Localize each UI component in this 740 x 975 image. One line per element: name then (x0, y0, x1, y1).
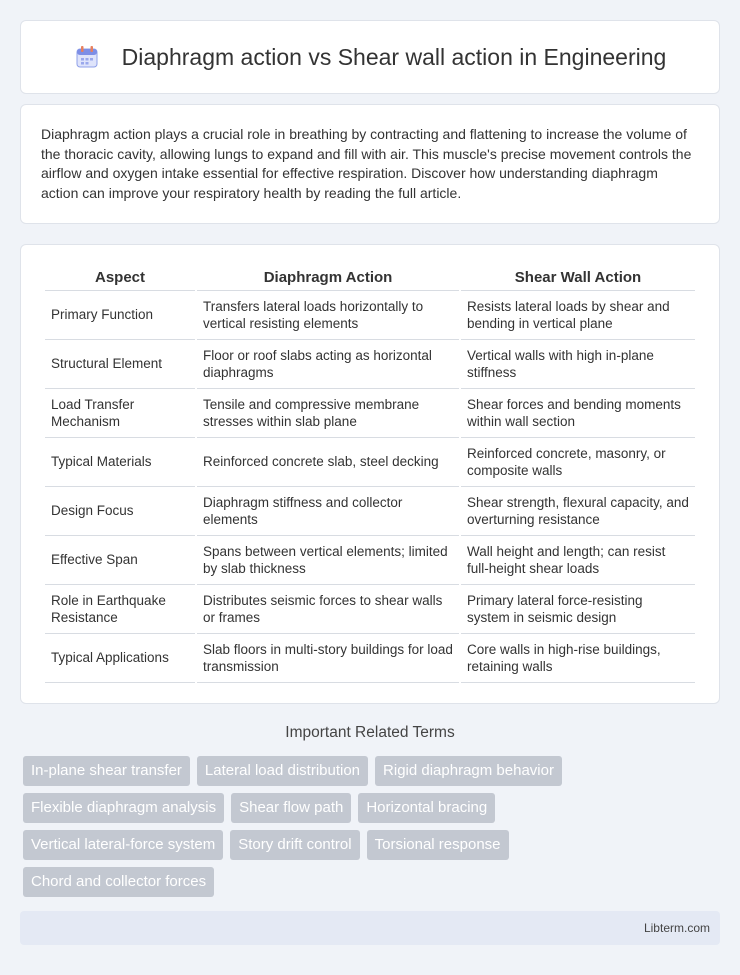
tag-row (23, 793, 723, 823)
cell-aspect: Design Focus (45, 487, 195, 536)
tag-in-plane-shear-transfer[interactable]: In-plane shear transfer (23, 756, 190, 786)
tag-horizontal-bracing[interactable]: Horizontal bracing (358, 793, 495, 823)
page-title: Diaphragm action vs Shear wall action in Engineering (121, 43, 667, 70)
related-terms-list (23, 756, 723, 904)
table-row (45, 389, 695, 438)
footer-site-link[interactable]: Libterm.com (643, 921, 710, 935)
header-diaphragm: Diaphragm Action (197, 265, 459, 291)
table-row (45, 487, 695, 536)
tag-torsional-response[interactable]: Torsional response (367, 830, 509, 860)
tag-story-drift-control[interactable]: Story drift control (230, 830, 359, 860)
tag-shear-flow-path[interactable]: Shear flow path (231, 793, 351, 823)
footer (20, 911, 720, 945)
tag-row (23, 756, 723, 786)
cell-aspect: Typical Applications (45, 634, 195, 683)
tag-row (23, 830, 723, 860)
cell-diaphragm: Tensile and compressive membrane stresses within slab plane (197, 389, 459, 438)
cell-aspect: Effective Span (45, 536, 195, 585)
cell-aspect: Structural Element (45, 340, 195, 389)
cell-shear-wall: Resists lateral loads by shear and bending in vertical plane (461, 291, 695, 340)
title-card (20, 20, 720, 94)
tag-vertical-lateral-force-system[interactable]: Vertical lateral-force system (23, 830, 223, 860)
cell-diaphragm: Reinforced concrete slab, steel decking (197, 438, 459, 487)
tag-row (23, 867, 723, 897)
tag-flexible-diaphragm-analysis[interactable]: Flexible diaphragm analysis (23, 793, 224, 823)
table-row (45, 585, 695, 634)
cell-diaphragm: Transfers lateral loads horizontally to vertical resisting elements (197, 291, 459, 340)
table-row (45, 340, 695, 389)
cell-diaphragm: Floor or roof slabs acting as horizontal diaphragms (197, 340, 459, 389)
cell-aspect: Primary Function (45, 291, 195, 340)
cell-shear-wall: Shear strength, flexural capacity, and overturning resistance (461, 487, 695, 536)
comparison-table-card (20, 244, 720, 704)
table-row (45, 536, 695, 585)
tag-rigid-diaphragm-behavior[interactable]: Rigid diaphragm behavior (375, 756, 562, 786)
comparison-table (43, 265, 697, 683)
cell-aspect: Typical Materials (45, 438, 195, 487)
cell-aspect: Role in Earthquake Resistance (45, 585, 195, 634)
cell-shear-wall: Vertical walls with high in-plane stiffness (461, 340, 695, 389)
related-terms-title: Important Related Terms (285, 724, 455, 741)
cell-diaphragm: Diaphragm stiffness and collector elements (197, 487, 459, 536)
cell-diaphragm: Distributes seismic forces to shear walls or frames (197, 585, 459, 634)
table-row (45, 438, 695, 487)
calendar-icon (74, 44, 100, 70)
cell-shear-wall: Primary lateral force-resisting system in seismic design (461, 585, 695, 634)
cell-shear-wall: Core walls in high-rise buildings, retaining walls (461, 634, 695, 683)
intro-text: Diaphragm action plays a crucial role in breathing by contracting and flattening to increase the volume of the thoracic cavity, allowing lungs to expand and fill with air. This muscle's precise movement controls the airflow and oxygen intake essential for effective respiration. Discover how understanding diaphragm action can improve your respiratory health by reading the full article. (41, 126, 692, 201)
cell-shear-wall: Shear forces and bending moments within wall section (461, 389, 695, 438)
cell-diaphragm: Slab floors in multi-story buildings for load transmission (197, 634, 459, 683)
tag-chord-and-collector-forces[interactable]: Chord and collector forces (23, 867, 214, 897)
cell-diaphragm: Spans between vertical elements; limited by slab thickness (197, 536, 459, 585)
table-header-row (45, 265, 695, 291)
cell-aspect: Load Transfer Mechanism (45, 389, 195, 438)
table-row (45, 634, 695, 683)
header-aspect: Aspect (45, 265, 195, 291)
cell-shear-wall: Reinforced concrete, masonry, or composite walls (461, 438, 695, 487)
header-shear-wall: Shear Wall Action (461, 265, 695, 291)
intro-card (20, 104, 720, 224)
table-row (45, 291, 695, 340)
cell-shear-wall: Wall height and length; can resist full-height shear loads (461, 536, 695, 585)
tag-lateral-load-distribution[interactable]: Lateral load distribution (197, 756, 368, 786)
